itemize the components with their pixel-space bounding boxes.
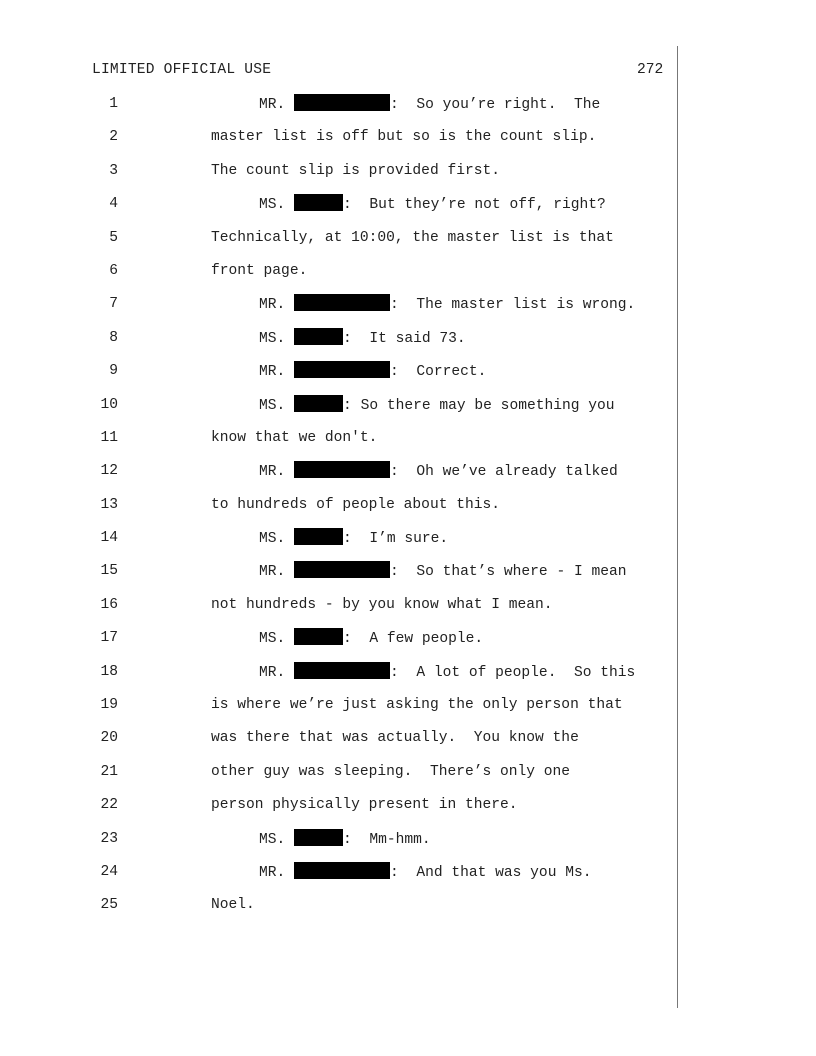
redaction-box <box>294 862 390 879</box>
transcript-line <box>0 662 816 695</box>
transcript-line <box>0 561 816 594</box>
speaker-line <box>259 361 486 382</box>
redaction-box <box>294 361 390 378</box>
transcript-line <box>0 328 816 361</box>
speaker-separator: : <box>390 297 417 314</box>
line-number: 23 <box>100 830 118 847</box>
transcript-line <box>0 762 816 795</box>
line-number: 9 <box>109 363 118 380</box>
speaker-separator: : <box>390 864 417 881</box>
speaker-separator: : <box>343 831 370 848</box>
speaker-line <box>259 829 431 850</box>
speaker-title: MS. <box>259 531 286 548</box>
line-text: And that was you Ms. <box>416 864 592 881</box>
speaker-separator: : <box>343 531 370 548</box>
transcript-line <box>0 127 816 160</box>
speaker-title: MR. <box>259 464 286 481</box>
speaker-line <box>259 561 627 582</box>
line-text: not hundreds - by you know what I mean. <box>211 596 553 613</box>
line-number: 6 <box>109 262 118 279</box>
line-number: 22 <box>100 797 118 814</box>
speaker-title: MS. <box>259 831 286 848</box>
line-number: 21 <box>100 763 118 780</box>
speaker-separator: : <box>390 464 417 481</box>
line-number: 3 <box>109 162 118 179</box>
line-number: 11 <box>100 429 118 446</box>
speaker-line <box>259 94 600 115</box>
line-text: The master list is wrong. <box>416 297 636 314</box>
redaction-box <box>294 94 390 111</box>
line-text: master list is off but so is the count slip. <box>211 129 597 146</box>
speaker-line <box>259 628 483 649</box>
line-text: A few people. <box>369 631 484 648</box>
transcript-line <box>0 829 816 862</box>
line-text: Noel. <box>211 897 255 914</box>
redaction-box <box>294 662 390 679</box>
line-number: 18 <box>100 663 118 680</box>
redaction-box <box>294 561 390 578</box>
speaker-title: MR. <box>259 864 286 881</box>
transcript-lines <box>0 94 816 929</box>
line-number: 10 <box>100 396 118 413</box>
line-number: 7 <box>109 296 118 313</box>
speaker-title: MR. <box>259 364 286 381</box>
speaker-separator: : <box>390 364 417 381</box>
speaker-line <box>259 862 591 883</box>
line-text: Mm-hmm. <box>369 831 431 848</box>
speaker-line <box>259 662 635 683</box>
transcript-line <box>0 161 816 194</box>
transcript-line <box>0 595 816 628</box>
speaker-separator: : <box>343 397 361 414</box>
speaker-title: MR. <box>259 297 286 314</box>
transcript-line <box>0 628 816 661</box>
line-text: other guy was sleeping. There’s only one <box>211 763 571 780</box>
line-number: 13 <box>100 496 118 513</box>
line-number: 20 <box>100 730 118 747</box>
transcript-line <box>0 495 816 528</box>
line-text: Oh we’ve already talked <box>416 464 618 481</box>
line-number: 1 <box>109 96 118 112</box>
speaker-separator: : <box>343 330 370 347</box>
speaker-title: MR. <box>259 564 286 581</box>
header-classification: LIMITED OFFICIAL USE <box>92 62 272 78</box>
redaction-box <box>294 194 343 211</box>
line-text: Correct. <box>416 364 487 381</box>
line-text: So you’re right. The <box>416 97 601 113</box>
transcript-line <box>0 395 816 428</box>
speaker-separator: : <box>390 664 417 681</box>
transcript-line <box>0 795 816 828</box>
line-text: person physically present in there. <box>211 797 518 814</box>
line-number: 14 <box>100 530 118 547</box>
line-text: know that we don't. <box>211 429 378 446</box>
line-text: A lot of people. So this <box>416 664 636 681</box>
speaker-line <box>259 328 466 349</box>
line-text: The count slip is provided first. <box>211 162 501 179</box>
line-text: front page. <box>211 262 308 279</box>
transcript-line <box>0 294 816 327</box>
speaker-title: MS. <box>259 397 286 414</box>
redaction-box <box>294 294 390 311</box>
redaction-box <box>294 528 343 545</box>
line-number: 8 <box>109 329 118 346</box>
speaker-separator: : <box>343 197 370 214</box>
line-number: 5 <box>109 229 118 246</box>
speaker-line <box>259 461 618 482</box>
line-text: is where we’re just asking the only person that <box>211 697 623 714</box>
speaker-separator: : <box>390 564 417 581</box>
transcript-line <box>0 428 816 461</box>
transcript-line <box>0 194 816 227</box>
transcript-line <box>0 728 816 761</box>
line-text: to hundreds of people about this. <box>211 496 501 513</box>
speaker-title: MS. <box>259 330 286 347</box>
speaker-title: MR. <box>259 664 286 681</box>
line-text: So there may be something you <box>360 397 615 414</box>
speaker-title: MR. <box>259 97 286 113</box>
line-text: But they’re not off, right? <box>369 197 606 214</box>
line-text: I’m sure. <box>369 531 449 548</box>
line-text: So that’s where - I mean <box>416 564 627 581</box>
speaker-separator: : <box>343 631 370 648</box>
transcript-line <box>0 695 816 728</box>
transcript-line <box>0 461 816 494</box>
redaction-box <box>294 395 343 412</box>
line-text: Technically, at 10:00, the master list is that <box>211 229 614 246</box>
line-number: 2 <box>109 129 118 146</box>
transcript-line <box>0 862 816 895</box>
redaction-box <box>294 628 343 645</box>
transcript-line <box>0 228 816 261</box>
line-number: 16 <box>100 596 118 613</box>
speaker-separator: : <box>390 97 417 113</box>
redaction-box <box>294 829 343 846</box>
speaker-line <box>259 528 448 549</box>
transcript-line <box>0 94 816 127</box>
speaker-title: MS. <box>259 631 286 648</box>
speaker-line <box>259 194 606 215</box>
speaker-title: MS. <box>259 197 286 214</box>
line-number: 19 <box>100 697 118 714</box>
line-number: 4 <box>109 196 118 213</box>
line-text: It said 73. <box>369 330 466 347</box>
transcript-line <box>0 361 816 394</box>
line-number: 15 <box>100 563 118 580</box>
transcript-line <box>0 528 816 561</box>
page-number: 272 <box>637 62 664 78</box>
line-number: 25 <box>100 897 118 914</box>
line-number: 24 <box>100 863 118 880</box>
speaker-line <box>259 395 615 416</box>
line-text: was there that was actually. You know the <box>211 730 579 747</box>
transcript-line <box>0 895 816 928</box>
transcript-line <box>0 261 816 294</box>
line-number: 17 <box>100 630 118 647</box>
redaction-box <box>294 328 343 345</box>
speaker-line <box>259 294 635 315</box>
redaction-box <box>294 461 390 478</box>
line-number: 12 <box>100 463 118 480</box>
